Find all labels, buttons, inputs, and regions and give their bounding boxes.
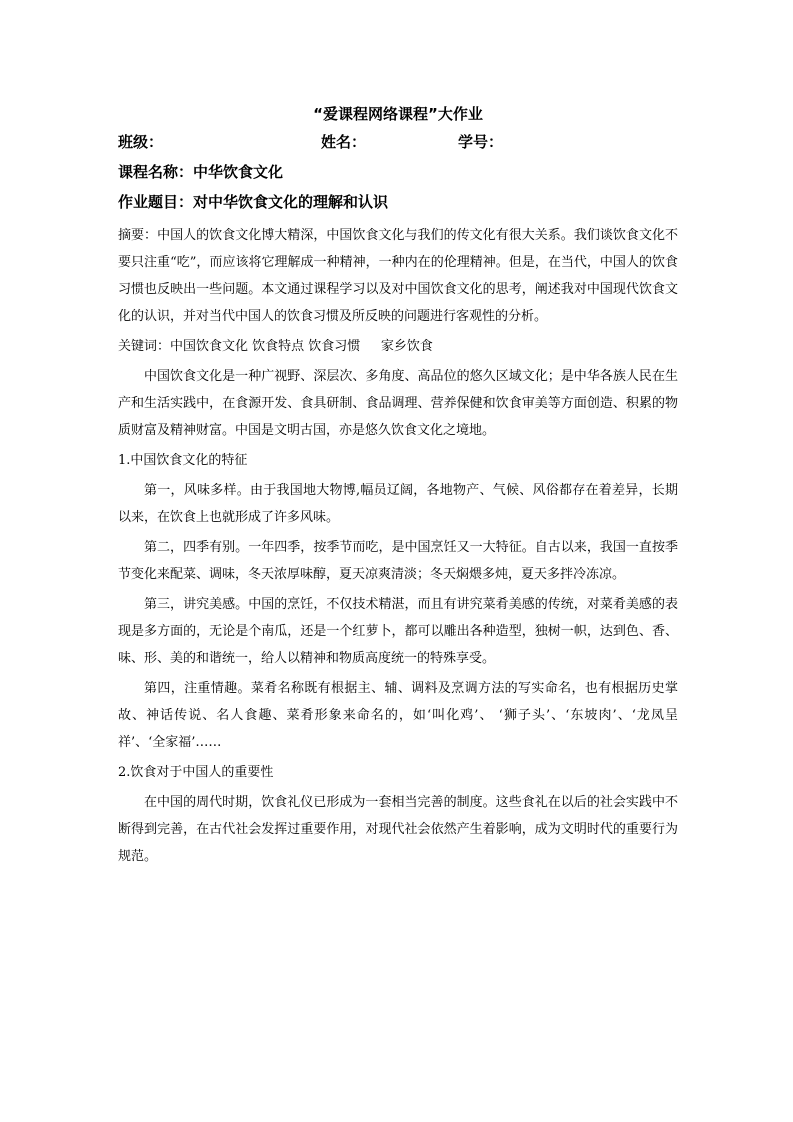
document-title: “爱课程网络课程”大作业	[313, 105, 483, 123]
student-id-label: 学号：	[458, 133, 504, 151]
course-name: 课程名称：中华饮食文化	[118, 163, 284, 181]
student-info-row	[118, 132, 678, 152]
section-1-paragraph-2: 第二，四季有别。一年四季，按季节而吃，是中国烹饪又一大特征。自古以来，我国一直按季节变化来配菜、调味，冬天浓厚味醇，夏天凉爽清淡；冬天焖煨多炖，夏天多拌冷冻凉。	[118, 540, 678, 582]
section-1-title: 1.中国饮食文化的特征	[118, 453, 248, 468]
keywords-line: 关键词：中国饮食文化 饮食特点 饮食习惯 家乡饮食	[118, 339, 433, 354]
section-1-paragraph-3: 第三，讲究美感。中国的烹饪，不仅技术精湛，而且有讲究菜肴美感的传统，对菜肴美感的表现是多方面的，无论是个南瓜，还是一个红萝卜，都可以雕出各种造型，独树一帜，达到色、香、味、形、美的和谐统一，给人以精神和物质高度统一的特殊享受。	[118, 597, 678, 666]
section-2-title: 2.饮食对于中国人的重要性	[118, 765, 274, 780]
section-1-paragraph-1: 第一，风味多样。由于我国地大物博,幅员辽阔，各地物产、气候、风俗都存在着差异，长期以来，在饮食上也就形成了许多风味。	[118, 483, 678, 525]
assignment-topic: 作业题目：对中华饮食文化的理解和认识	[118, 193, 389, 211]
document-page	[118, 96, 678, 870]
class-label: 班级：	[118, 133, 164, 151]
section-2-paragraph-1: 在中国的周代时期，饮食礼仪已形成为一套相当完善的制度。这些食礼在以后的社会实践中不断得到完善，在古代社会发挥过重要作用，对现代社会依然产生着影响，成为文明时代的重要行为规范。	[118, 795, 678, 864]
section-1-paragraph-4: 第四，注重情趣。菜肴名称既有根据主、辅、调料及烹调方法的写实命名，也有根据历史掌故、神话传说、名人食趣、菜肴形象来命名的，如‘叫化鸡’、 ‘狮子头’、‘东坡肉’、‘龙凤呈祥’、‘全家福’……	[118, 681, 678, 750]
intro-paragraph: 中国饮食文化是一种广视野、深层次、多角度、高品位的悠久区域文化；是中华各族人民在生产和生活实践中，在食源开发、食具研制、食品调理、营养保健和饮食审美等方面创造、积累的物质财富及精神财富。中国是文明古国，亦是悠久饮食文化之境地。	[118, 369, 678, 438]
abstract-paragraph: 摘要：中国人的饮食文化博大精深，中国饮食文化与我们的传文化有很大关系。我们谈饮食文化不要只注重“吃”，而应该将它理解成一种精神，一种内在的伦理精神。但是，在当代，中国人的饮食习惯也反映出一些问题。本文通过课程学习以及对中国饮食文化的思考，阐述我对中国现代饮食文化的认识，并对当代中国人的饮食习惯及所反映的问题进行客观性的分析。	[118, 228, 678, 324]
name-label: 姓名：	[321, 133, 367, 151]
